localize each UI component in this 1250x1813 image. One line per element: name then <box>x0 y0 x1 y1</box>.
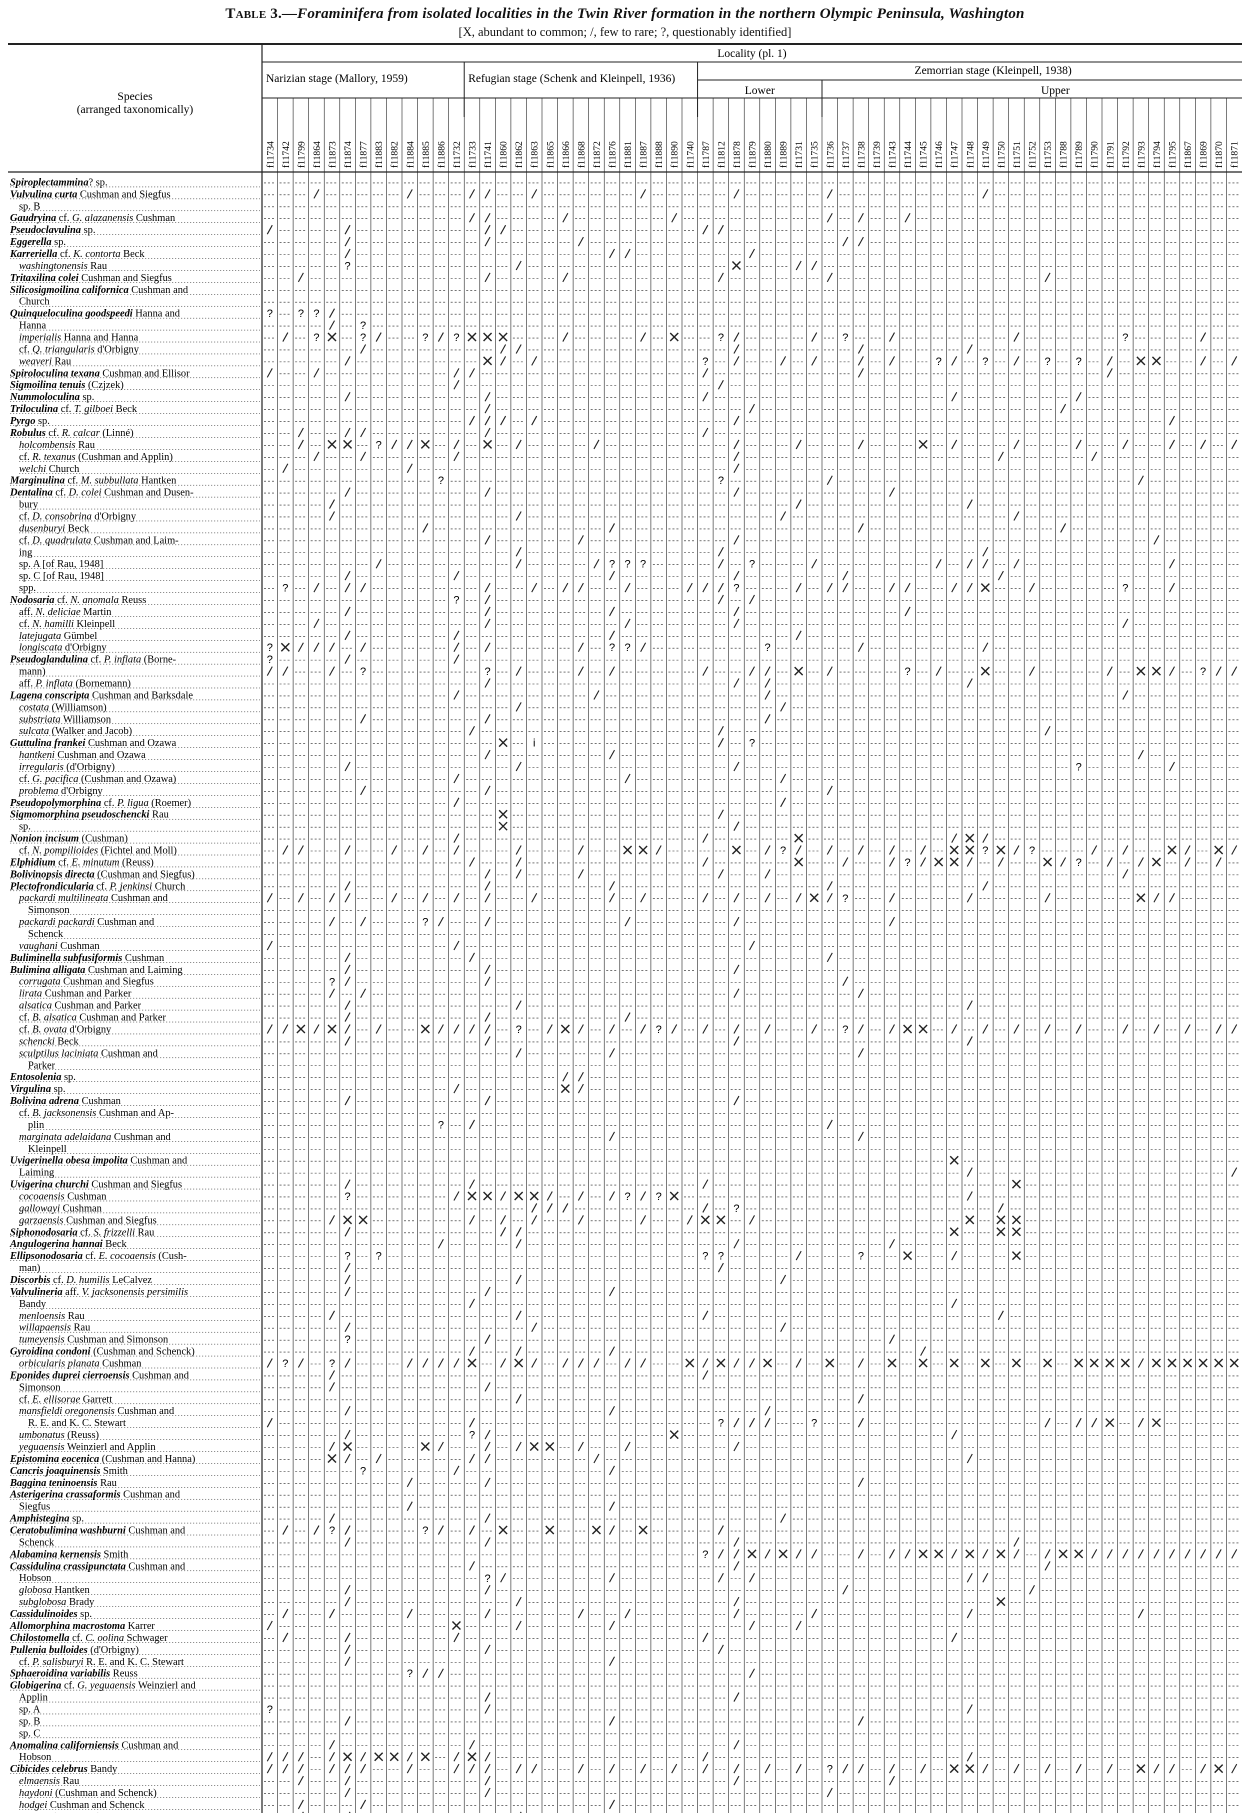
locality-f11739: f11739 <box>871 141 883 168</box>
species-row-label: Tritaxilina colei Cushman and Siegfus <box>10 272 172 284</box>
species-row-label: Simonson <box>28 905 70 917</box>
locality-f11862: f11862 <box>514 141 526 168</box>
species-row-label: cf. D. quadrulata Cushman and Laim- <box>19 535 179 547</box>
locality-f11752: f11752 <box>1027 141 1039 168</box>
locality-f11869: f11869 <box>1198 141 1210 168</box>
species-row-label: mann) <box>19 666 46 678</box>
stage-heading: Zemorrian stage (Kleinpell, 1938) <box>914 65 1072 77</box>
species-row-label: weaveri Rau <box>19 356 72 368</box>
species-row-label: Church <box>19 296 50 308</box>
species-row-label: aff. N. deliciae Martin <box>19 606 112 618</box>
species-row-label: packardi multilineata Cushman and <box>19 893 168 905</box>
locality-f11793: f11793 <box>1136 141 1148 168</box>
locality-f11742: f11742 <box>280 141 292 168</box>
locality-f11790: f11790 <box>1089 141 1101 168</box>
species-row-label: Bulimina alligata Cushman and Laiming <box>10 964 183 976</box>
substage-heading: Upper <box>1040 85 1070 97</box>
species-row-label: cf. N. hamilli Kleinpell <box>19 618 116 630</box>
locality-f11788: f11788 <box>1058 141 1070 168</box>
species-row-label: Robulus cf. R. calcar (Linné) <box>10 427 134 439</box>
species-row-label: cf. B. ovata d'Orbigny <box>19 1024 112 1036</box>
locality-f11878: f11878 <box>731 141 743 168</box>
species-heading: Species <box>117 91 153 103</box>
species-row-label: sp. <box>19 821 31 833</box>
species-row-label: Quinqueloculina goodspeedi Hanna and <box>10 308 181 320</box>
locality-f11732: f11732 <box>451 141 463 168</box>
table-caption: —Foraminifera from isolated localities in the Twin River formation in the northern Olympic Peninsula, Washington <box>281 6 1025 22</box>
locality-f11753: f11753 <box>1043 141 1055 168</box>
locality-f11889: f11889 <box>778 141 790 168</box>
species-row-label: Pseudopolymorphina cf. P. ligua (Roemer) <box>10 797 192 809</box>
locality-f11888: f11888 <box>654 141 666 168</box>
species-row-label: Pseudoclavulina sp. <box>10 225 96 237</box>
locality-f11881: f11881 <box>623 141 635 168</box>
locality-f11883: f11883 <box>374 141 386 168</box>
species-row-label: Eggerella sp. <box>10 237 66 249</box>
locality-heading: Locality (pl. 1) <box>717 48 787 60</box>
species-row-label: sp. B <box>19 201 41 213</box>
locality-f11794: f11794 <box>1151 141 1163 168</box>
species-row-label: latejugata Gümbel <box>19 630 98 642</box>
locality-f11877: f11877 <box>358 141 370 168</box>
locality-f11736: f11736 <box>825 141 837 168</box>
species-row-label: lirata Cushman and Parker <box>19 988 132 1000</box>
species-row-label: cf. D. consobrina d'Orbigny <box>19 511 137 523</box>
substage-heading: Lower <box>744 85 775 97</box>
species-row-label: Vulvulina curta Cushman and Siegfus <box>10 189 171 201</box>
species-row-label: cf. N. pompilioides (Fichtel and Moll) <box>19 845 177 857</box>
species-row-label: corrugata Cushman and Siegfus <box>19 976 154 988</box>
species-row-label: Bolivinopsis directa (Cushman and Siegfus) <box>10 869 195 881</box>
species-row-label: washingtonensis Rau <box>19 260 108 272</box>
species-row-label: Gaudryina cf. G. alazanensis Cushman <box>10 213 176 225</box>
locality-f11886: f11886 <box>436 141 448 168</box>
locality-f11749: f11749 <box>980 141 992 168</box>
species-row-label: sculptilus laciniata Cushman and <box>19 1048 158 1060</box>
locality-f11880: f11880 <box>763 141 775 168</box>
species-row-label: sp. A [of Rau, 1948] <box>19 559 104 571</box>
species-row-label: irregularis (d'Orbigny) <box>19 762 115 773</box>
locality-f11734: f11734 <box>265 141 277 168</box>
locality-f11789: f11789 <box>1074 141 1086 168</box>
locality-f11746: f11746 <box>934 141 946 168</box>
locality-f11885: f11885 <box>420 141 432 168</box>
locality-f11744: f11744 <box>903 141 915 168</box>
species-row-label: aff. P. inflata (Bornemann) <box>19 678 131 690</box>
species-row-label: Nonion incisum (Cushman) <box>10 833 128 845</box>
species-row-label: Marginulina cf. M. subbullata Hantken <box>10 475 177 487</box>
locality-f11745: f11745 <box>918 141 930 168</box>
table-number: Table 3. <box>225 6 282 22</box>
species-row-label: sp. C [of Rau, 1948] <box>19 571 104 583</box>
locality-f11737: f11737 <box>840 141 852 168</box>
species-row-label: Plectofrondicularia cf. P. jenkinsi Church <box>10 881 186 893</box>
species-row-label: bury <box>19 499 39 511</box>
species-row-label: Schenck <box>28 929 64 941</box>
species-row-label: problema d'Orbigny <box>19 785 103 797</box>
locality-f11743: f11743 <box>887 141 899 168</box>
species-row-label: Hanna <box>19 320 47 332</box>
locality-f11860: f11860 <box>498 141 510 168</box>
species-row-label: Silicosigmoilina californica Cushman and <box>10 284 189 296</box>
locality-f11874: f11874 <box>343 141 355 168</box>
species-row-label: costata (Williamson) <box>19 702 107 714</box>
locality-f11748: f11748 <box>965 141 977 168</box>
locality-f11738: f11738 <box>856 141 868 168</box>
species-row-label: substriata Williamson <box>19 714 112 726</box>
locality-f11887: f11887 <box>638 141 650 168</box>
species-row-label: Dentalina cf. D. colei Cushman and Dusen- <box>10 487 194 499</box>
locality-f11731: f11731 <box>794 141 806 168</box>
species-row-label: Sigmomorphina pseudoschencki Rau <box>10 809 169 821</box>
species-row-label: sulcata (Walker and Jacob) <box>19 726 133 738</box>
locality-f11750: f11750 <box>996 141 1008 168</box>
stage-heading: Refugian stage (Schenk and Kleinpell, 1936) <box>468 73 676 85</box>
species-row-label: cf. B. alsatica Cushman and Parker <box>19 1012 166 1024</box>
species-row-label: packardi packardi Cushman and <box>19 917 155 929</box>
locality-f11791: f11791 <box>1105 141 1117 168</box>
species-row-label: Sigmoilina tenuis (Czjzek) <box>10 380 124 392</box>
species-row-label: Guttulina frankei Cushman and Ozawa <box>10 738 177 750</box>
locality-f11866: f11866 <box>560 141 572 168</box>
locality-f11870: f11870 <box>1214 141 1226 168</box>
species-row-label: alsatica Cushman and Parker <box>19 1000 142 1012</box>
locality-f11787: f11787 <box>700 141 712 168</box>
species-row-label: spp. <box>19 583 37 595</box>
species-row-label: Buliminella subfusiformis Cushman <box>10 952 165 964</box>
species-row-label: Spiroloculina texana Cushman and Ellisor <box>10 368 190 380</box>
species-row-label: Parker <box>28 1060 56 1072</box>
stage-heading: Narizian stage (Mallory, 1959) <box>266 73 408 85</box>
species-row-label: hantkeni Cushman and Ozawa <box>19 750 146 762</box>
locality-f11864: f11864 <box>311 141 323 168</box>
species-row-label: cf. G. pacifica (Cushman and Ozawa) <box>19 773 177 785</box>
locality-f11884: f11884 <box>405 141 417 168</box>
locality-f11799: f11799 <box>296 141 308 168</box>
locality-f11740: f11740 <box>685 141 697 168</box>
species-row-label: holcombensis Rau <box>19 439 95 451</box>
species-row-label: Triloculina cf. T. gilboei Beck <box>10 404 138 416</box>
locality-f11865: f11865 <box>545 141 557 168</box>
locality-f11751: f11751 <box>1011 141 1023 168</box>
locality-f11735: f11735 <box>809 141 821 168</box>
locality-f11871: f11871 <box>1229 141 1241 168</box>
species-row-label: ing <box>19 547 33 559</box>
species-row-label: Nodosaria cf. N. anomala Reuss <box>10 594 147 606</box>
species-row-label: cf. R. texanus (Cushman and Applin) <box>19 451 173 463</box>
species-row-label: dusenburyi Beck <box>19 523 90 535</box>
species-row-label: Karreriella cf. K. contorta Beck <box>10 249 145 261</box>
species-row-label: cf. Q. triangularis d'Orbigny <box>19 344 139 356</box>
species-row-label: Pseudoglandulina cf. P. inflata (Borne- <box>10 654 177 666</box>
species-row-label: welchi Church <box>19 463 80 475</box>
locality-f11890: f11890 <box>669 141 681 168</box>
locality-f11792: f11792 <box>1120 141 1132 168</box>
species-row-label: longiscata d'Orbigny <box>19 642 107 654</box>
locality-f11879: f11879 <box>747 141 759 168</box>
species-row-label: Nummoloculina sp. <box>10 392 95 404</box>
locality-f11747: f11747 <box>949 141 961 168</box>
locality-f11867: f11867 <box>1183 141 1195 168</box>
locality-f11812: f11812 <box>716 141 728 168</box>
locality-f11741: f11741 <box>483 141 495 168</box>
species-row-label: imperialis Hanna and Hanna <box>19 332 139 344</box>
species-row-label: Pyrgo sp. <box>10 416 50 428</box>
locality-f11882: f11882 <box>389 141 401 168</box>
locality-f11876: f11876 <box>607 141 619 168</box>
table-legend: [X, abundant to common; /, few to rare; ?, questionably identified] <box>458 25 792 39</box>
species-heading: (arranged taxonomically) <box>76 104 194 116</box>
locality-f11733: f11733 <box>467 141 479 168</box>
locality-f11795: f11795 <box>1167 141 1179 168</box>
species-row-label: Spiroplectammina? sp. <box>10 177 108 189</box>
locality-f11873: f11873 <box>327 141 339 168</box>
species-row-label: vaughani Cushman <box>19 940 100 952</box>
species-row-label: schencki Beck <box>19 1036 79 1048</box>
species-row-label: Elphidium cf. E. minutum (Reuss) <box>10 857 154 869</box>
locality-f11872: f11872 <box>591 141 603 168</box>
species-row-label: Lagena conscripta Cushman and Barksdale <box>10 690 193 702</box>
locality-f11868: f11868 <box>576 141 588 168</box>
locality-f11863: f11863 <box>529 141 541 168</box>
